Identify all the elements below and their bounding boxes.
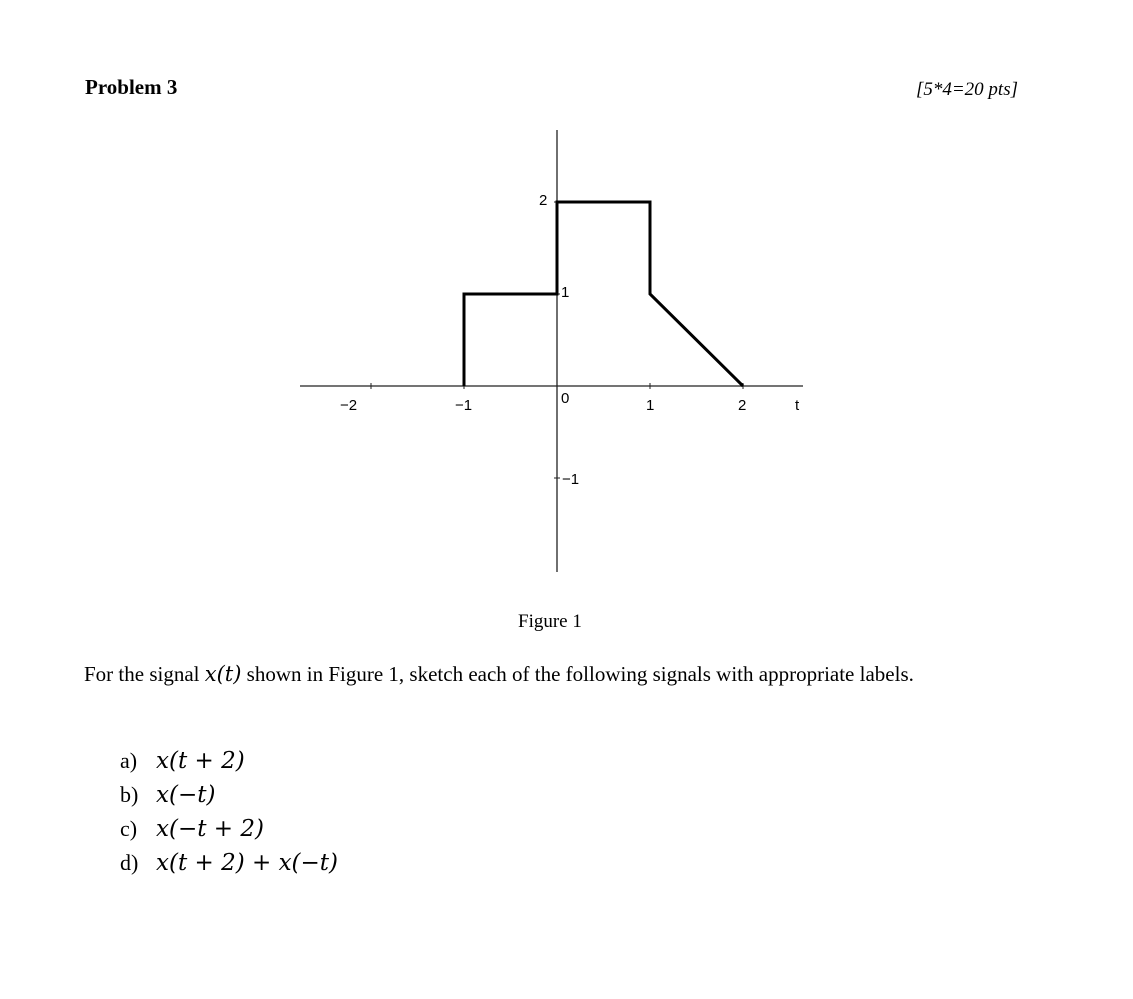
- subquestion-expression: x(−t): [156, 782, 216, 808]
- x-axis-label: t: [795, 397, 800, 414]
- points-label: [5*4=20 pts]: [915, 79, 1018, 100]
- subquestion-label: a): [120, 748, 138, 773]
- problem-title: Problem 3: [85, 75, 178, 99]
- y-tick-label-neg1: −1: [562, 471, 580, 488]
- subquestion-label: d): [120, 850, 139, 875]
- signal-figure: [290, 125, 820, 580]
- figure-caption: Figure 1: [518, 611, 582, 632]
- signal-waveform: [464, 202, 743, 386]
- subquestion-a: [120, 744, 338, 778]
- y-tick-label-2: 2: [539, 192, 548, 209]
- y-tick-label-1: 1: [561, 284, 570, 301]
- question-lead: For the signal: [84, 662, 205, 686]
- subquestion-d: [120, 846, 338, 880]
- signal-symbol: x(t): [204, 662, 242, 686]
- x-tick-label-neg2: −2: [340, 397, 358, 414]
- subquestion-expression: x(t + 2): [156, 748, 245, 774]
- question-tail: shown in Figure 1, sketch each of the following signals with appropriate labels.: [241, 662, 914, 686]
- subquestion-expression: x(−t + 2): [156, 816, 264, 842]
- x-tick-label-1: 1: [646, 397, 655, 414]
- x-tick-label-2: 2: [738, 397, 747, 414]
- subquestion-label: b): [120, 782, 139, 807]
- subquestion-c: [120, 812, 338, 846]
- subquestion-list: [120, 744, 338, 880]
- subquestion-expression: x(t + 2) + x(−t): [156, 850, 339, 876]
- x-tick-label-neg1: −1: [455, 397, 473, 414]
- x-tick-label-0: 0: [561, 390, 570, 407]
- question-text: [84, 660, 984, 688]
- subquestion-b: [120, 778, 338, 812]
- subquestion-label: c): [120, 816, 138, 841]
- signal-plot: [290, 125, 820, 580]
